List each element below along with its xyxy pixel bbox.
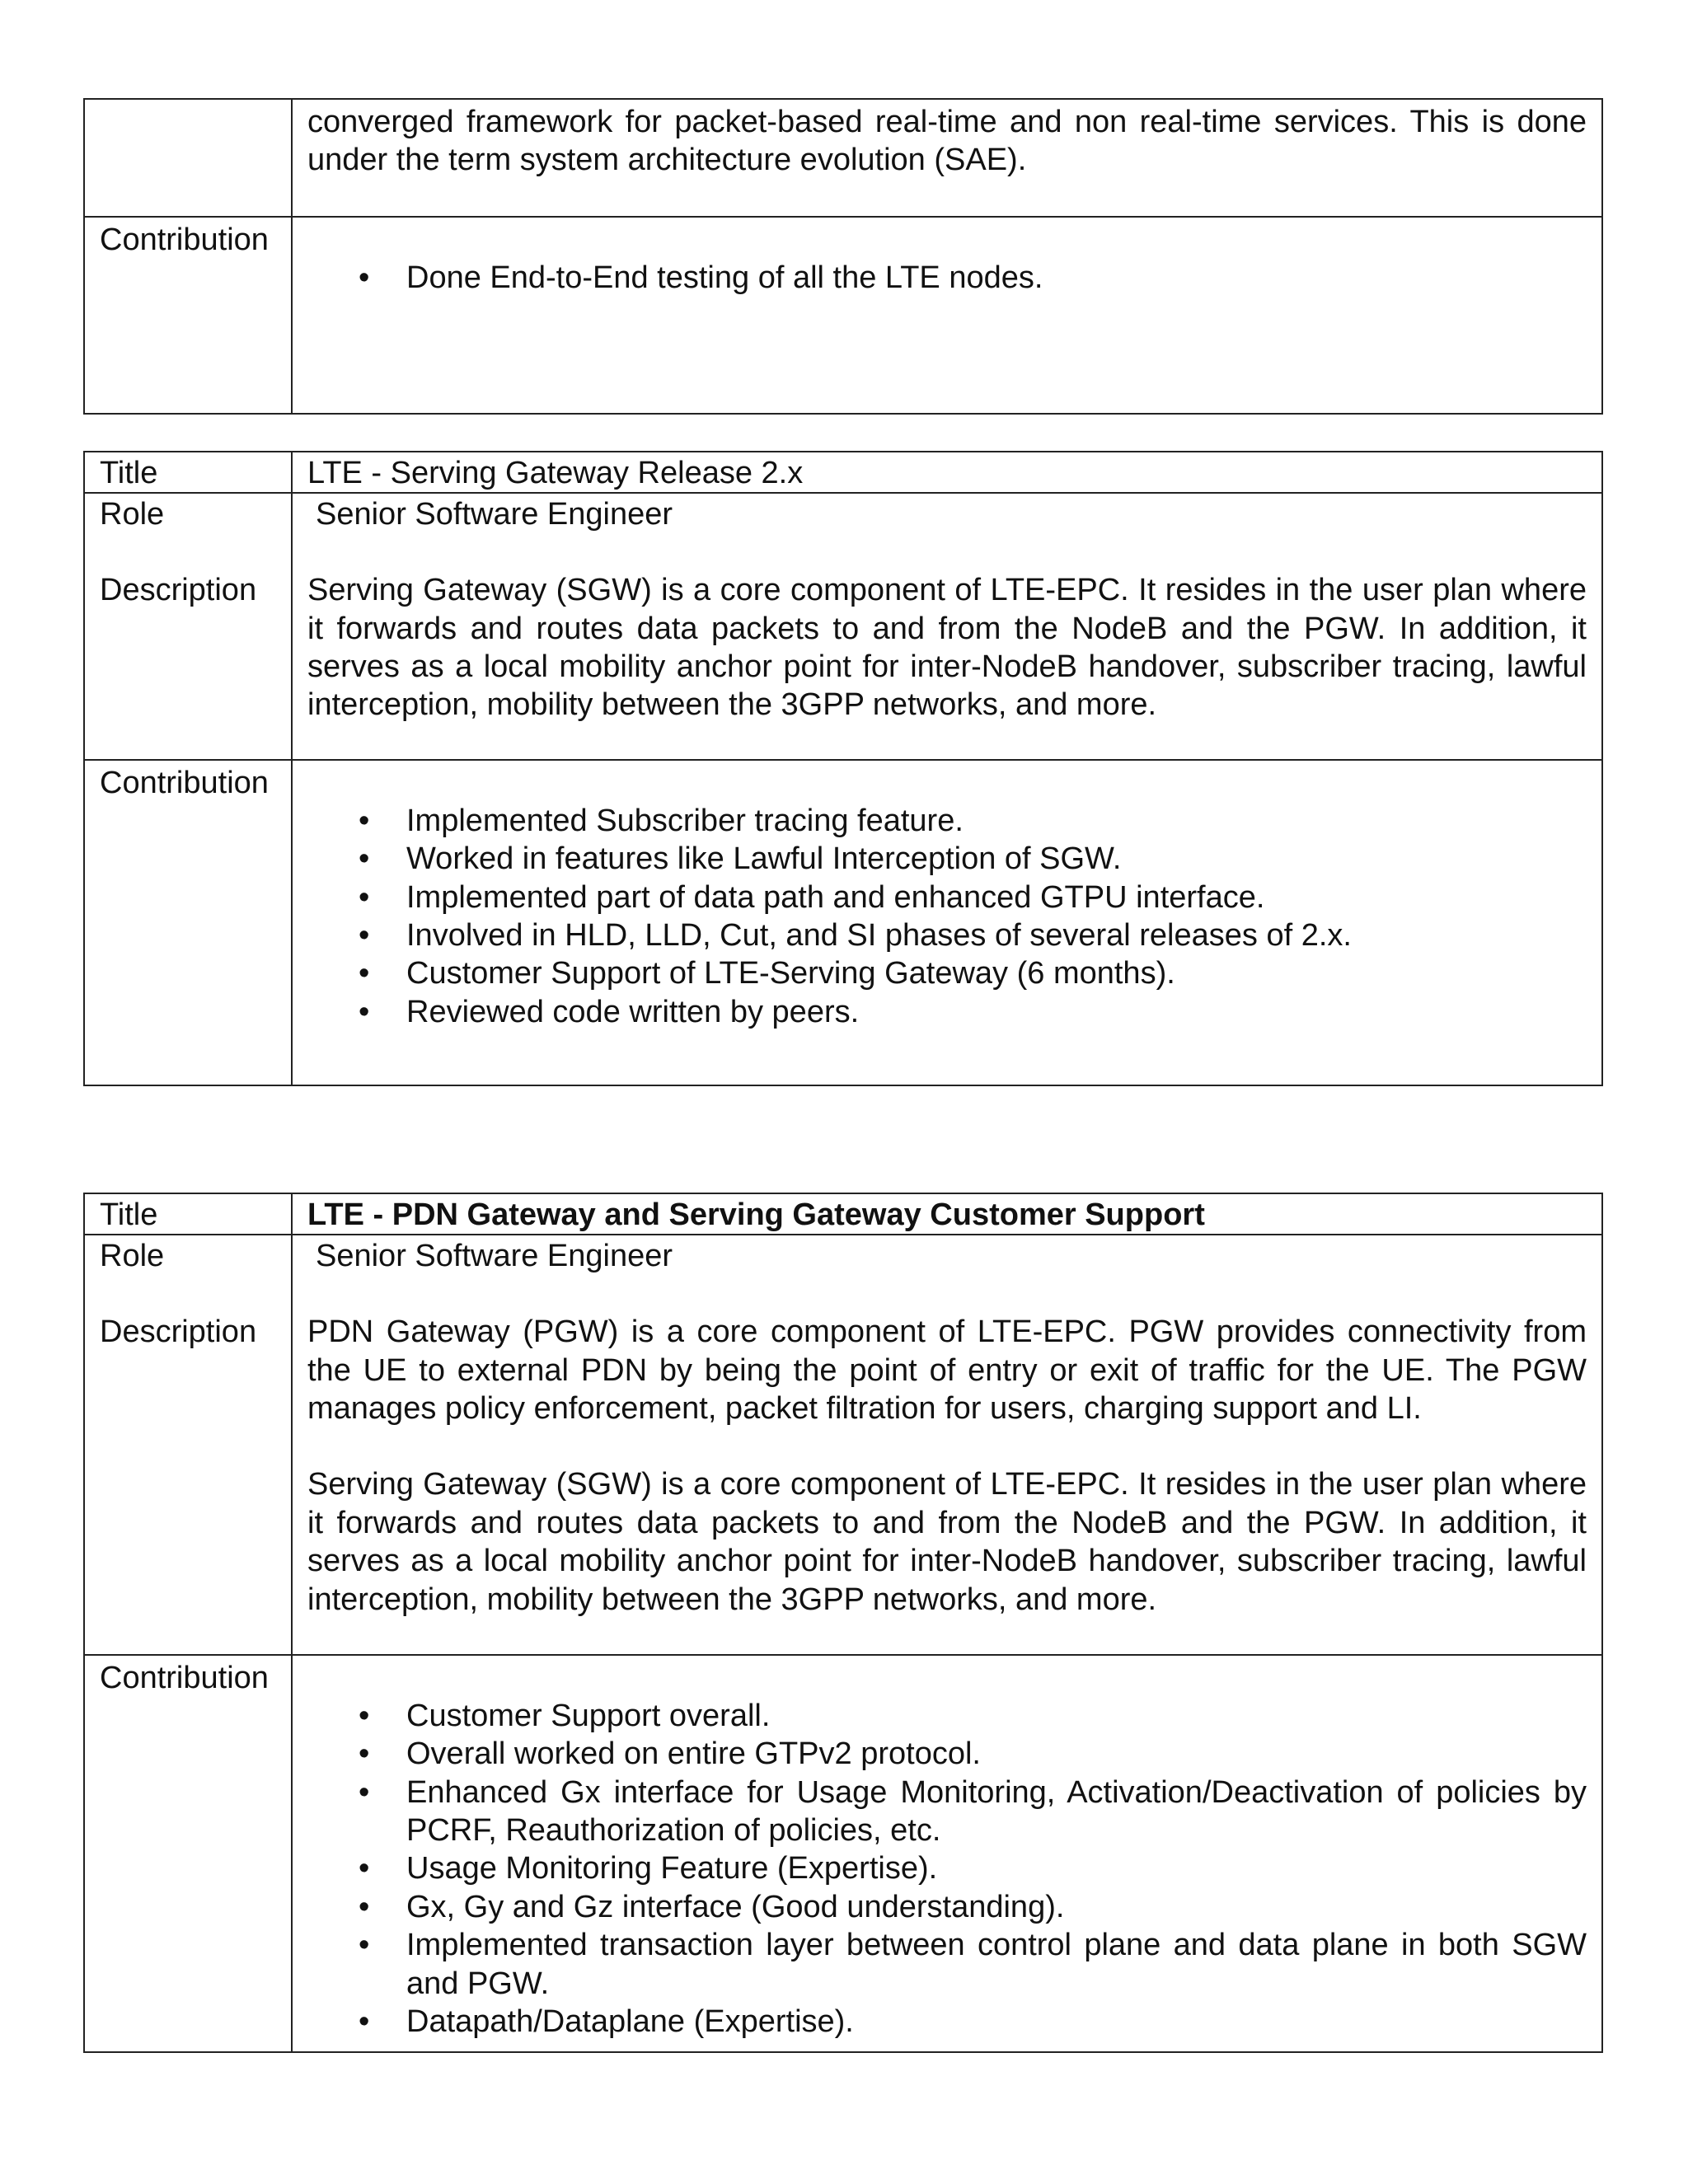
- list-item: • Enhanced Gx interface for Usage Monitoring, Activation/Deactivation of policies by PCRF, Reauthorization of policies, etc.: [406, 1774, 1587, 1850]
- contribution-cell: [293, 1656, 1601, 2051]
- role-description-row: [85, 1234, 1601, 1654]
- project-table-pdn-gateway: [83, 1193, 1603, 2053]
- list-item: • Customer Support overall.: [406, 1697, 1587, 1735]
- contribution-list: [307, 259, 1587, 297]
- list-item: • Reviewed code written by peers.: [406, 993, 1587, 1031]
- contribution-list: [307, 1697, 1587, 2041]
- role-value: Senior Software Engineer: [316, 497, 673, 532]
- description-continued: converged framework for packet-based real-time and non real-time services. This is done under the term system architecture evolution (SAE).: [307, 105, 1587, 178]
- title-row: [85, 1194, 1601, 1234]
- empty-label-cell: [85, 100, 293, 216]
- role-label: Role: [100, 1239, 165, 1273]
- list-item: • Implemented transaction layer between control plane and data plane in both SGW and PGW.: [406, 1926, 1587, 2003]
- list-item: • Done End-to-End testing of all the LTE nodes.: [406, 259, 1587, 297]
- role-description-labels: [85, 1235, 293, 1654]
- contribution-list: [307, 802, 1587, 1031]
- list-item: • Implemented part of data path and enhanced GTPU interface.: [406, 879, 1587, 916]
- contribution-label: Contribution: [85, 218, 293, 413]
- contribution-row: [85, 759, 1601, 1085]
- description-text: Serving Gateway (SGW) is a core component of LTE-EPC. It resides in the user plan where it forwards and routes data packets to and from the NodeB and the PGW. In addition, it serves as a local mobility anchor point for inter-NodeB handover, subscriber tracing, lawful interception, mobility between the 3GPP networks, and more.: [307, 573, 1587, 723]
- list-item: • Overall worked on entire GTPv2 protocol.: [406, 1735, 1587, 1773]
- title-label: Title: [85, 1194, 293, 1234]
- list-item: • Gx, Gy and Gz interface (Good understanding).: [406, 1888, 1587, 1926]
- list-item: • Implemented Subscriber tracing feature.: [406, 802, 1587, 840]
- project-table-continued: [83, 98, 1603, 415]
- role-description-row: [85, 492, 1601, 759]
- project-title: LTE - Serving Gateway Release 2.x: [307, 456, 804, 490]
- project-table-serving-gateway: [83, 451, 1603, 1086]
- project-title: LTE - PDN Gateway and Serving Gateway Customer Support: [307, 1197, 1205, 1232]
- role-label: Role: [100, 497, 165, 532]
- contribution-label: Contribution: [85, 761, 293, 1085]
- contribution-row: [85, 1654, 1601, 2051]
- title-label: Title: [85, 452, 293, 492]
- list-item: • Usage Monitoring Feature (Expertise).: [406, 1849, 1587, 1887]
- contribution-cell: [293, 761, 1601, 1085]
- list-item: • Involved in HLD, LLD, Cut, and SI phases of several releases of 2.x.: [406, 916, 1587, 954]
- contribution-label: Contribution: [85, 1656, 293, 2051]
- contribution-cell: [293, 218, 1601, 413]
- description-label: Description: [100, 573, 257, 608]
- description-row: [85, 100, 1601, 216]
- role-description-labels: [85, 494, 293, 759]
- description-label: Description: [100, 1315, 257, 1350]
- role-description-cell: [293, 494, 1601, 759]
- description-text-pgw: PDN Gateway (PGW) is a core component of LTE-EPC. PGW provides connectivity from the UE to external PDN by being the point of entry or exit of traffic for the UE. The PGW manages policy enforcement, packet filtration for users, charging support and LI.: [307, 1315, 1587, 1427]
- contribution-row: [85, 216, 1601, 413]
- description-text-sgw: Serving Gateway (SGW) is a core component of LTE-EPC. It resides in the user plan where it forwards and routes data packets to and from the NodeB and the PGW. In addition, it serves as a local mobility anchor point for inter-NodeB handover, subscriber tracing, lawful interception, mobility between the 3GPP networks, and more.: [307, 1467, 1587, 1617]
- title-row: [85, 452, 1601, 492]
- list-item: • Customer Support of LTE-Serving Gateway (6 months).: [406, 954, 1587, 992]
- list-item: • Worked in features like Lawful Interception of SGW.: [406, 840, 1587, 878]
- role-description-cell: [293, 1235, 1601, 1654]
- list-item: • Datapath/Dataplane (Expertise).: [406, 2003, 1587, 2041]
- role-value: Senior Software Engineer: [316, 1239, 673, 1273]
